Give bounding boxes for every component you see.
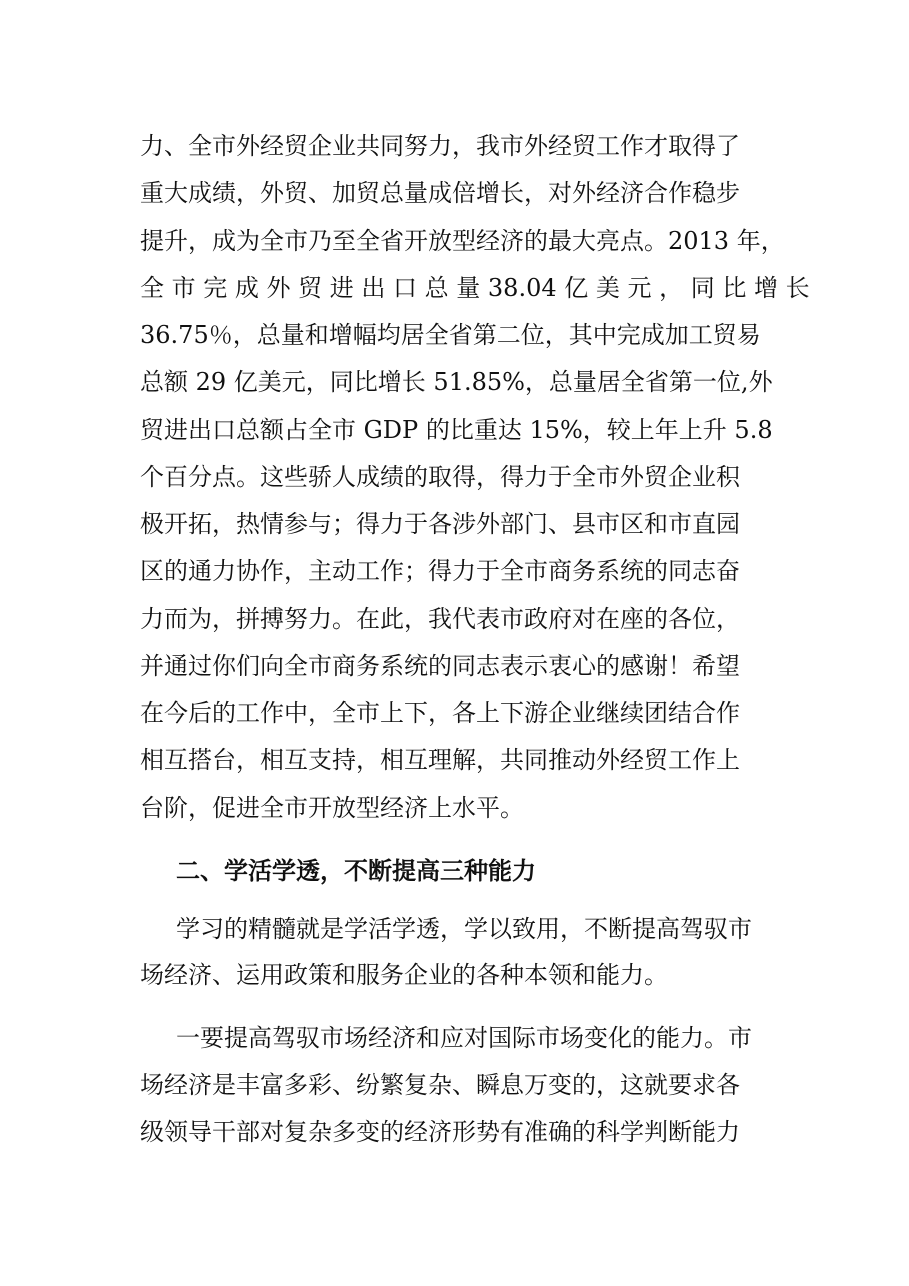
text-line: 贸进出口总额占全市 GDP 的比重达 15%，较上年上升 5.8 xyxy=(140,416,773,444)
text-line: 场经济、运用政策和服务企业的各种本领和能力。 xyxy=(140,961,668,989)
text-line: 极开拓，热情参与；得力于各涉外部门、县市区和市直园 xyxy=(140,510,740,538)
text-line: 学习的精髓就是学活学透，学以致用，不断提高驾驭市 xyxy=(176,915,752,943)
text-line: 一要提高驾驭市场经济和应对国际市场变化的能力。市 xyxy=(176,1024,752,1052)
text-line: 提升，成为全市乃至全省开放型经济的最大亮点。2013 年， xyxy=(140,227,785,255)
text-line: 总额 29 亿美元，同比增长 51.85%，总量居全省第一位,外 xyxy=(140,368,773,396)
section-heading: 二、学活学透，不断提高三种能力 xyxy=(176,857,536,885)
text-line: 力而为，拼搏努力。在此，我代表市政府对在座的各位， xyxy=(140,605,740,633)
text-line: 相互搭台，相互支持，相互理解，共同推动外经贸工作上 xyxy=(140,746,740,774)
text-line: 全 市 完 成 外 贸 进 出 口 总 量 38.04 亿 美 元 ， 同 比 增 长 xyxy=(140,274,810,302)
text-line: 重大成绩，外贸、加贸总量成倍增长，对外经济合作稳步 xyxy=(140,179,740,207)
text-line: 个百分点。这些骄人成绩的取得，得力于全市外贸企业积 xyxy=(140,463,740,491)
text-line: 台阶，促进全市开放型经济上水平。 xyxy=(140,794,524,822)
text-line: 级领导干部对复杂多变的经济形势有准确的科学判断能力 xyxy=(140,1118,740,1146)
text-line: 36.75％，总量和增幅均居全省第二位，其中完成加工贸易 xyxy=(140,321,761,349)
text-line: 并通过你们向全市商务系统的同志表示衷心的感谢！希望 xyxy=(140,652,740,680)
text-line: 区的通力协作，主动工作；得力于全市商务系统的同志奋 xyxy=(140,557,740,585)
text-line: 力、全市外经贸企业共同努力，我市外经贸工作才取得了 xyxy=(140,132,740,160)
text-line: 场经济是丰富多彩、纷繁复杂、瞬息万变的，这就要求各 xyxy=(140,1071,740,1099)
text-line: 在今后的工作中，全市上下，各上下游企业继续团结合作 xyxy=(140,699,740,727)
